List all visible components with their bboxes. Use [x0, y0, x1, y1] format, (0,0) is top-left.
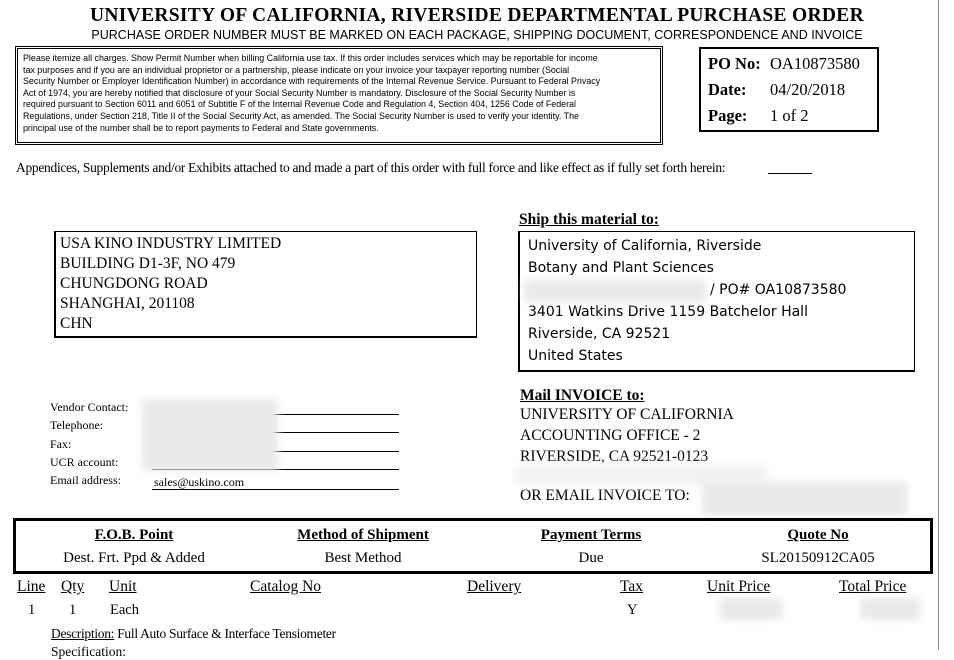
notice-line: required pursuant to Section 6011 and 6051 of Subtitle F of the Internal Revenue Code and Regulation 4, Section 404, 1256 Code of Federal — [23, 99, 576, 110]
ucr-account-label: UCR account: — [50, 455, 119, 469]
legal-notice-box — [15, 46, 663, 145]
item-description — [51, 626, 336, 642]
redaction-blur — [860, 598, 920, 620]
po-page-label: Page: — [708, 106, 748, 125]
mail-invoice-line: UNIVERSITY OF CALIFORNIA — [520, 406, 734, 423]
fob-point-value: Dest. Frt. Ppd & Added — [63, 550, 205, 566]
col-header-unit-price: Unit Price — [707, 578, 771, 595]
email-line — [152, 489, 399, 490]
telephone-label: Telephone: — [50, 418, 104, 432]
vendor-address-line: SHANGHAI, 201108 — [60, 295, 195, 312]
col-header-qty: Qty — [61, 578, 85, 595]
shipment-method-label: Method of Shipment — [297, 527, 429, 543]
ship-to-line: 3401 Watkins Drive 1159 Batchelor Hall — [528, 304, 808, 320]
row-qty: 1 — [69, 602, 77, 618]
col-header-line: Line — [17, 578, 46, 595]
col-header-tax: Tax — [620, 578, 644, 595]
shipment-method-value: Best Method — [324, 550, 402, 566]
po-page-value: 1 of 2 — [770, 106, 809, 125]
vendor-address-line: BUILDING D1-3F, NO 479 — [60, 255, 236, 272]
vendor-address-line: USA KINO INDUSTRY LIMITED — [60, 235, 282, 252]
ship-to-address-box — [518, 231, 915, 372]
row-line-number: 1 — [28, 602, 36, 618]
page-subtitle: PURCHASE ORDER NUMBER MUST BE MARKED ON EACH PACKAGE, SHIPPING DOCUMENT, CORRESPONDENCE AND INVOICE — [91, 28, 863, 42]
description-value: Full Auto Surface & Interface Tensiometer — [117, 626, 336, 641]
fob-point-label: F.O.B. Point — [94, 527, 174, 543]
page-title: UNIVERSITY OF CALIFORNIA, RIVERSIDE DEPARTMENTAL PURCHASE ORDER — [90, 5, 864, 26]
po-date-value: 04/20/2018 — [770, 80, 846, 99]
payment-terms-label: Payment Terms — [540, 527, 642, 543]
notice-line: Security Number or Employer Identification Number) in accordance with requirements of the Internal Revenue Service. Pursuant to Federal Privacy — [23, 76, 601, 87]
ship-to-line: University of California, Riverside — [528, 238, 762, 254]
row-tax: Y — [627, 602, 638, 618]
col-header-delivery: Delivery — [467, 578, 522, 595]
po-date-label: Date: — [708, 80, 747, 99]
appendices-text: Appendices, Supplements and/or Exhibits attached to and made a part of this order with full force and like effect as if fully set forth herein: — [16, 160, 726, 175]
order-terms-box — [13, 518, 933, 574]
po-page-row — [708, 106, 809, 126]
vendor-address-box — [54, 231, 477, 338]
ship-to-line: Botany and Plant Sciences — [528, 260, 714, 276]
description-label: Description: — [51, 626, 115, 641]
col-header-total-price: Total Price — [839, 578, 907, 595]
mail-invoice-heading: Mail INVOICE to: — [520, 387, 645, 404]
notice-line: tax purposes and if you are an individual proprietor or a partnership, please indicate on your invoice your taxpayer reporting number (Social — [23, 64, 570, 75]
appendices-blank-line — [768, 173, 812, 174]
row-unit: Each — [110, 602, 139, 618]
ship-to-line: Riverside, CA 92521 — [528, 326, 671, 342]
notice-line: Regulations, under Section 218, Title II of the Social Security Act, as amended. The Social Security Number is used to verify your identity. The — [23, 110, 579, 121]
mail-invoice-line: RIVERSIDE, CA 92521-0123 — [520, 448, 709, 465]
notice-line: Act of 1974, you are hereby notified that disclosure of your Social Security Number is mandatory. Disclosure of the Social Security Number is — [23, 87, 576, 98]
redaction-blur — [720, 598, 782, 620]
quote-number-label: Quote No — [787, 527, 849, 543]
redaction-blur — [142, 399, 278, 471]
vendor-address-line: CHUNGDONG ROAD — [60, 275, 208, 292]
ship-to-line: / PO# OA10873580 — [710, 282, 847, 298]
fax-label: Fax: — [50, 437, 72, 451]
email-label: Email address: — [50, 473, 121, 487]
mail-invoice-line: OR EMAIL INVOICE TO: — [520, 487, 690, 504]
redaction-blur — [524, 280, 706, 302]
col-header-catalog: Catalog No — [250, 578, 322, 595]
po-date-row — [708, 80, 846, 100]
po-number-label: PO No: — [708, 54, 761, 73]
specification-label: Specification: — [51, 644, 126, 659]
col-header-unit: Unit — [109, 578, 137, 595]
ship-to-heading: Ship this material to: — [519, 211, 659, 228]
po-info-box — [699, 47, 879, 132]
notice-line: Please itemize all charges. Show Permit Number when billing California use tax. If this order includes services which may be reportable for income — [23, 53, 598, 63]
payment-terms-value: Due — [578, 550, 604, 566]
page-edge-divider — [938, 0, 939, 650]
redaction-blur — [702, 482, 907, 516]
vendor-address-line: CHN — [60, 315, 93, 332]
legal-notice-text — [23, 53, 655, 134]
email-value: sales@uskino.com — [154, 475, 245, 489]
quote-number-value: SL20150912CA05 — [761, 550, 875, 566]
mail-invoice-line: ACCOUNTING OFFICE - 2 — [520, 427, 701, 444]
vendor-contact-label: Vendor Contact: — [50, 400, 129, 414]
po-number-row — [708, 54, 860, 74]
ship-to-line: United States — [528, 348, 623, 364]
notice-line: principal use of the number shall be to report payments to Federal and State governments. — [23, 122, 379, 133]
po-number-value: OA10873580 — [770, 54, 860, 73]
